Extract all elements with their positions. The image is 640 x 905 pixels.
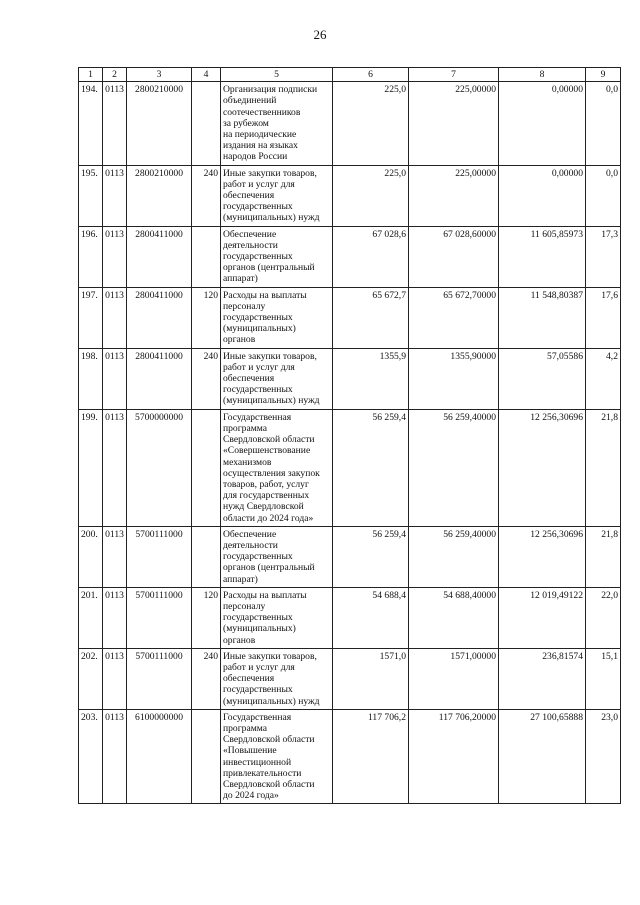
expense-type-code: 240 <box>192 348 221 409</box>
execution-percent: 22,0 <box>586 587 621 648</box>
revised-amount: 67 028,60000 <box>409 226 499 287</box>
item-name-line: Обеспечение <box>223 528 277 540</box>
revised-amount: 65 672,70000 <box>409 287 499 348</box>
executed-amount: 12 256,30696 <box>499 409 586 526</box>
item-name-line: народов России <box>223 151 288 163</box>
table-row <box>79 82 621 165</box>
approved-amount: 65 672,7 <box>333 287 409 348</box>
section-code: 0113 <box>103 648 127 709</box>
table-row <box>79 348 621 409</box>
column-header: 7 <box>409 68 499 82</box>
target-code: 2800210000 <box>127 82 192 165</box>
approved-amount: 67 028,6 <box>333 226 409 287</box>
revised-amount: 1355,90000 <box>409 348 499 409</box>
item-name-line: на периодические <box>223 129 297 141</box>
execution-percent: 0,0 <box>586 165 621 226</box>
expense-type-code <box>192 526 221 587</box>
execution-percent: 23,0 <box>586 709 621 804</box>
approved-amount: 56 259,4 <box>333 409 409 526</box>
item-name-line: нужд Свердловской <box>223 501 304 513</box>
item-name-line: товаров, работ, услуг <box>223 478 309 490</box>
execution-percent: 4,2 <box>586 348 621 409</box>
expense-type-code <box>192 409 221 526</box>
table-row <box>79 226 621 287</box>
item-name-line: аппарат) <box>223 273 258 285</box>
item-name-line: работ и услуг для <box>223 661 295 673</box>
item-name <box>221 709 333 804</box>
item-name-line: механизмов <box>223 456 272 468</box>
item-name <box>221 82 333 165</box>
column-header: 3 <box>127 68 192 82</box>
column-header: 1 <box>79 68 103 82</box>
executed-amount: 0,00000 <box>499 165 586 226</box>
table-row <box>79 709 621 804</box>
approved-amount: 1571,0 <box>333 648 409 709</box>
expense-type-code: 240 <box>192 648 221 709</box>
item-name-line: органов <box>223 334 256 346</box>
item-name-line: объединений <box>223 95 277 107</box>
item-name-line: работ и услуг для <box>223 178 295 190</box>
section-code: 0113 <box>103 526 127 587</box>
revised-amount: 225,00000 <box>409 165 499 226</box>
item-name-line: издания на языках <box>223 140 298 152</box>
target-code: 2800210000 <box>127 165 192 226</box>
column-header: 9 <box>586 68 621 82</box>
item-name <box>221 587 333 648</box>
executed-amount: 236,81574 <box>499 648 586 709</box>
item-name-line: области до 2024 года» <box>223 512 314 524</box>
item-name-line: Организация подписки <box>223 84 318 96</box>
target-code: 5700000000 <box>127 409 192 526</box>
item-name-line: программа <box>223 422 268 434</box>
item-name-line: работ и услуг для <box>223 361 295 373</box>
expense-type-code: 120 <box>192 587 221 648</box>
section-code: 0113 <box>103 82 127 165</box>
target-code: 2800411000 <box>127 226 192 287</box>
execution-percent: 0,0 <box>586 82 621 165</box>
item-name-line: осуществления закупок <box>223 467 320 479</box>
executed-amount: 11 548,80387 <box>499 287 586 348</box>
item-name-line: аппарат) <box>223 573 258 585</box>
row-number: 199. <box>79 409 103 526</box>
header-row <box>79 68 621 82</box>
execution-percent: 17,3 <box>586 226 621 287</box>
item-name-line: Иные закупки товаров, <box>223 350 317 362</box>
item-name-line: деятельности <box>223 539 278 551</box>
item-name-line: Свердловской области <box>223 434 315 446</box>
target-code: 5700111000 <box>127 648 192 709</box>
item-name-line: Расходы на выплаты <box>223 589 307 601</box>
executed-amount: 27 100,65888 <box>499 709 586 804</box>
item-name-line: для государственных <box>223 490 310 502</box>
row-number: 195. <box>79 165 103 226</box>
item-name <box>221 226 333 287</box>
table-row <box>79 165 621 226</box>
target-code: 6100000000 <box>127 709 192 804</box>
row-number: 198. <box>79 348 103 409</box>
target-code: 2800411000 <box>127 287 192 348</box>
item-name-line: программа <box>223 722 268 734</box>
item-name-line: до 2024 года» <box>223 790 279 802</box>
revised-amount: 1571,00000 <box>409 648 499 709</box>
item-name-line: (муниципальных) <box>223 323 296 335</box>
column-header: 8 <box>499 68 586 82</box>
revised-amount: 117 706,20000 <box>409 709 499 804</box>
executed-amount: 12 256,30696 <box>499 526 586 587</box>
expense-type-code: 240 <box>192 165 221 226</box>
item-name-line: государственных <box>223 384 293 396</box>
approved-amount: 1355,9 <box>333 348 409 409</box>
item-name-line: привлекательности <box>223 767 302 779</box>
item-name-line: Государственная <box>223 711 292 723</box>
item-name <box>221 409 333 526</box>
section-code: 0113 <box>103 226 127 287</box>
row-number: 200. <box>79 526 103 587</box>
item-name <box>221 287 333 348</box>
item-name <box>221 648 333 709</box>
expense-type-code <box>192 709 221 804</box>
table-row <box>79 648 621 709</box>
page-number: 26 <box>313 27 327 42</box>
expense-type-code: 120 <box>192 287 221 348</box>
section-code: 0113 <box>103 587 127 648</box>
row-number: 196. <box>79 226 103 287</box>
approved-amount: 56 259,4 <box>333 526 409 587</box>
item-name-line: Свердловской области <box>223 734 315 746</box>
execution-percent: 21,8 <box>586 409 621 526</box>
column-header: 2 <box>103 68 127 82</box>
item-name-line: Свердловской области <box>223 778 315 790</box>
approved-amount: 54 688,4 <box>333 587 409 648</box>
executed-amount: 0,00000 <box>499 82 586 165</box>
item-name-line: за рубежом <box>223 117 269 129</box>
item-name-line: Расходы на выплаты <box>223 289 307 301</box>
table-row <box>79 287 621 348</box>
executed-amount: 57,05586 <box>499 348 586 409</box>
item-name-line: государственных <box>223 201 293 213</box>
executed-amount: 11 605,85973 <box>499 226 586 287</box>
target-code: 5700111000 <box>127 587 192 648</box>
item-name-line: государственных <box>223 251 293 263</box>
table-row <box>79 587 621 648</box>
target-code: 2800411000 <box>127 348 192 409</box>
item-name-line: Государственная <box>223 411 292 423</box>
item-name-line: государственных <box>223 684 293 696</box>
item-name-line: органов <box>223 634 256 646</box>
item-name-line: Обеспечение <box>223 228 277 240</box>
item-name-line: (муниципальных) <box>223 623 296 635</box>
item-name-line: инвестиционной <box>223 756 292 768</box>
item-name-line: «Повышение <box>223 745 277 757</box>
item-name-line: органов (центральный <box>223 262 315 274</box>
item-name-line: персоналу <box>223 300 266 312</box>
item-name-line: «Совершенствование <box>223 445 311 457</box>
row-number: 194. <box>79 82 103 165</box>
budget-table <box>78 67 621 804</box>
executed-amount: 12 019,49122 <box>499 587 586 648</box>
expense-type-code <box>192 82 221 165</box>
section-code: 0113 <box>103 709 127 804</box>
column-header: 6 <box>333 68 409 82</box>
item-name-line: (муниципальных) нужд <box>223 695 320 707</box>
item-name-line: Иные закупки товаров, <box>223 167 317 179</box>
row-number: 197. <box>79 287 103 348</box>
revised-amount: 56 259,40000 <box>409 526 499 587</box>
item-name-line: (муниципальных) нужд <box>223 212 320 224</box>
approved-amount: 225,0 <box>333 165 409 226</box>
table-body <box>79 82 621 804</box>
section-code: 0113 <box>103 165 127 226</box>
item-name-line: Иные закупки товаров, <box>223 650 317 662</box>
row-number: 201. <box>79 587 103 648</box>
item-name <box>221 165 333 226</box>
execution-percent: 17,6 <box>586 287 621 348</box>
table-row <box>79 409 621 526</box>
item-name-line: персоналу <box>223 600 266 612</box>
approved-amount: 117 706,2 <box>333 709 409 804</box>
expense-type-code <box>192 226 221 287</box>
item-name-line: органов (центральный <box>223 562 315 574</box>
item-name-line: соотечественников <box>223 106 301 118</box>
execution-percent: 15,1 <box>586 648 621 709</box>
item-name-line: обеспечения <box>223 673 275 685</box>
target-code: 5700111000 <box>127 526 192 587</box>
revised-amount: 56 259,40000 <box>409 409 499 526</box>
section-code: 0113 <box>103 409 127 526</box>
column-header: 4 <box>192 68 221 82</box>
revised-amount: 225,00000 <box>409 82 499 165</box>
item-name-line: обеспечения <box>223 190 275 202</box>
item-name <box>221 526 333 587</box>
item-name-line: обеспечения <box>223 373 275 385</box>
item-name-line: государственных <box>223 312 293 324</box>
section-code: 0113 <box>103 348 127 409</box>
item-name-line: (муниципальных) нужд <box>223 395 320 407</box>
revised-amount: 54 688,40000 <box>409 587 499 648</box>
approved-amount: 225,0 <box>333 82 409 165</box>
item-name <box>221 348 333 409</box>
row-number: 202. <box>79 648 103 709</box>
item-name-line: деятельности <box>223 239 278 251</box>
execution-percent: 21,8 <box>586 526 621 587</box>
column-header: 5 <box>221 68 333 82</box>
item-name-line: государственных <box>223 612 293 624</box>
section-code: 0113 <box>103 287 127 348</box>
item-name-line: государственных <box>223 551 293 563</box>
table-row <box>79 526 621 587</box>
row-number: 203. <box>79 709 103 804</box>
